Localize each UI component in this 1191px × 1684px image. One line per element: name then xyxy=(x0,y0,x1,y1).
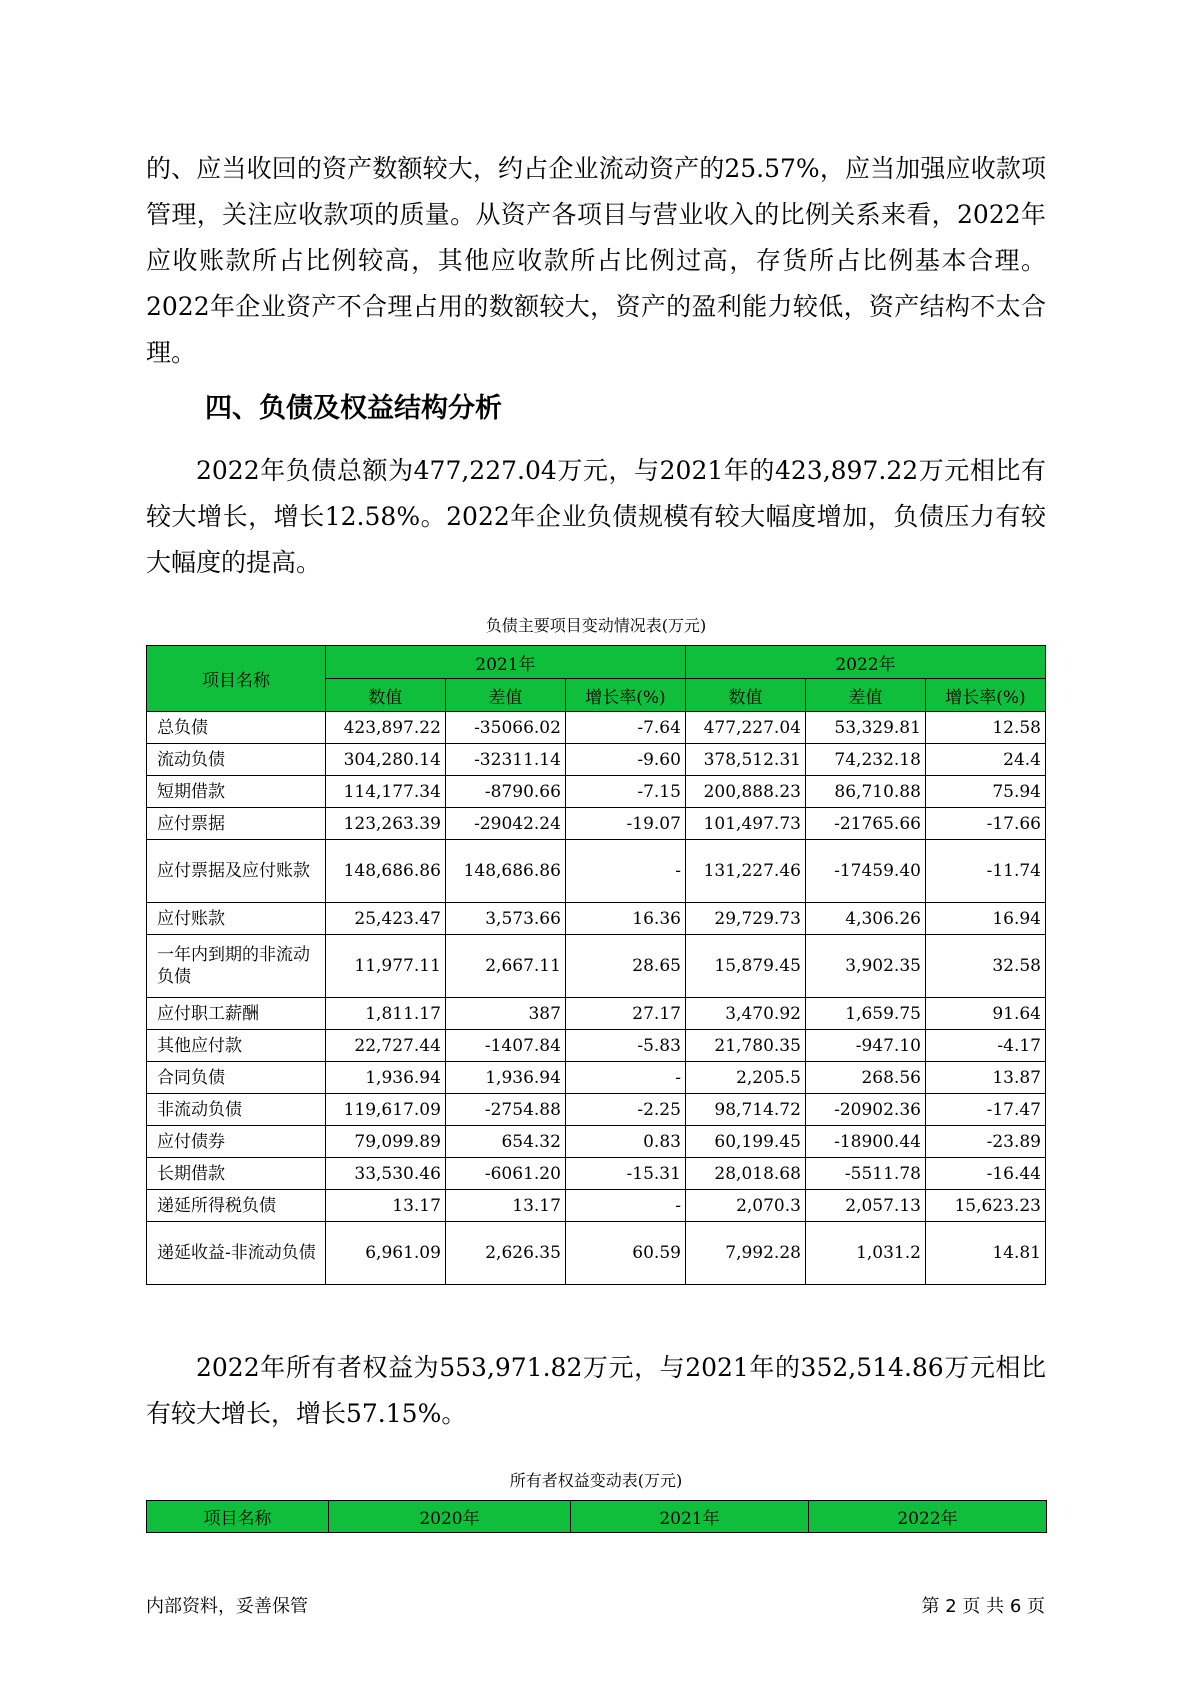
header-diff: 差值 xyxy=(805,679,925,712)
header-item-name: 项目名称 xyxy=(147,646,326,712)
cell: 477,227.04 xyxy=(685,712,805,744)
cell: - xyxy=(565,1190,685,1222)
cell: 98,714.72 xyxy=(685,1094,805,1126)
cell: 2,626.35 xyxy=(445,1222,565,1285)
table-row xyxy=(147,1126,1046,1158)
row-name: 应付账款 xyxy=(147,903,326,935)
cell: -20902.36 xyxy=(805,1094,925,1126)
header-growth: 增长率(%) xyxy=(925,679,1045,712)
cell: 22,727.44 xyxy=(325,1030,445,1062)
cell: -17459.40 xyxy=(805,840,925,903)
liabilities-table xyxy=(146,645,1046,1285)
cell: 3,573.66 xyxy=(445,903,565,935)
cell: 7,992.28 xyxy=(685,1222,805,1285)
table-row xyxy=(147,776,1046,808)
cell: 101,497.73 xyxy=(685,808,805,840)
cell: 114,177.34 xyxy=(325,776,445,808)
cell: -5.83 xyxy=(565,1030,685,1062)
row-name: 应付债券 xyxy=(147,1126,326,1158)
header-diff: 差值 xyxy=(445,679,565,712)
cell: -15.31 xyxy=(565,1158,685,1190)
table-row xyxy=(147,903,1046,935)
page-number: 第 2 页 共 6 页 xyxy=(921,1596,1045,1617)
cell: 16.94 xyxy=(925,903,1045,935)
cell: 2,667.11 xyxy=(445,935,565,998)
cell: 268.56 xyxy=(805,1062,925,1094)
section-heading: 四、负债及权益结构分析 xyxy=(205,393,502,424)
table-row xyxy=(147,1062,1046,1094)
cell: 53,329.81 xyxy=(805,712,925,744)
cell: -2.25 xyxy=(565,1094,685,1126)
cell: 6,961.09 xyxy=(325,1222,445,1285)
cell: 28,018.68 xyxy=(685,1158,805,1190)
cell: -29042.24 xyxy=(445,808,565,840)
cell: 387 xyxy=(445,998,565,1030)
row-name: 非流动负债 xyxy=(147,1094,326,1126)
cell: -16.44 xyxy=(925,1158,1045,1190)
cell: 14.81 xyxy=(925,1222,1045,1285)
cell: -19.07 xyxy=(565,808,685,840)
cell: -35066.02 xyxy=(445,712,565,744)
cell: -21765.66 xyxy=(805,808,925,840)
equity-table xyxy=(146,1500,1047,1533)
table-caption: 所有者权益变动表(万元) xyxy=(509,1471,683,1490)
cell: 1,936.94 xyxy=(325,1062,445,1094)
cell: -7.15 xyxy=(565,776,685,808)
cell: 119,617.09 xyxy=(325,1094,445,1126)
cell: 60.59 xyxy=(565,1222,685,1285)
row-name: 流动负债 xyxy=(147,744,326,776)
cell: - xyxy=(565,840,685,903)
cell: 86,710.88 xyxy=(805,776,925,808)
cell: -5511.78 xyxy=(805,1158,925,1190)
table-row xyxy=(147,935,1046,998)
header-year: 2020年 xyxy=(329,1501,571,1533)
table-row xyxy=(147,1094,1046,1126)
table-caption: 负债主要项目变动情况表(万元) xyxy=(485,616,707,635)
cell: 27.17 xyxy=(565,998,685,1030)
cell: 15,623.23 xyxy=(925,1190,1045,1222)
table-row xyxy=(147,1030,1046,1062)
cell: 25,423.47 xyxy=(325,903,445,935)
cell: 21,780.35 xyxy=(685,1030,805,1062)
cell: 1,936.94 xyxy=(445,1062,565,1094)
cell: -17.66 xyxy=(925,808,1045,840)
cell: 32.58 xyxy=(925,935,1045,998)
cell: 378,512.31 xyxy=(685,744,805,776)
table-row xyxy=(147,1158,1046,1190)
cell: -8790.66 xyxy=(445,776,565,808)
paragraph-equity: 2022年所有者权益为553,971.82万元，与2021年的352,514.86万元相比有较大增长，增长57.15%。 xyxy=(146,1353,1046,1428)
row-name: 短期借款 xyxy=(147,776,326,808)
cell: -947.10 xyxy=(805,1030,925,1062)
cell: 1,811.17 xyxy=(325,998,445,1030)
cell: 13.87 xyxy=(925,1062,1045,1094)
cell: 2,205.5 xyxy=(685,1062,805,1094)
cell: 75.94 xyxy=(925,776,1045,808)
paragraph-liabilities: 2022年负债总额为477,227.04万元，与2021年的423,897.22万元相比有较大增长，增长12.58%。2022年企业负债规模有较大幅度增加，负债压力有较大幅度的提高。 xyxy=(146,456,1046,577)
cell: 11,977.11 xyxy=(325,935,445,998)
cell: -7.64 xyxy=(565,712,685,744)
cell: -11.74 xyxy=(925,840,1045,903)
cell: 123,263.39 xyxy=(325,808,445,840)
footer-confidential: 内部资料，妥善保管 xyxy=(146,1596,308,1617)
cell: -9.60 xyxy=(565,744,685,776)
cell: 423,897.22 xyxy=(325,712,445,744)
row-name: 应付票据及应付账款 xyxy=(147,840,326,903)
table-row xyxy=(147,998,1046,1030)
cell: 13.17 xyxy=(445,1190,565,1222)
cell: 148,686.86 xyxy=(445,840,565,903)
row-name: 合同负债 xyxy=(147,1062,326,1094)
cell: 91.64 xyxy=(925,998,1045,1030)
header-year: 2022年 xyxy=(685,646,1045,679)
cell: 33,530.46 xyxy=(325,1158,445,1190)
cell: 28.65 xyxy=(565,935,685,998)
cell: 304,280.14 xyxy=(325,744,445,776)
table-row xyxy=(147,1222,1046,1285)
cell: -23.89 xyxy=(925,1126,1045,1158)
row-name: 长期借款 xyxy=(147,1158,326,1190)
cell: 0.83 xyxy=(565,1126,685,1158)
paragraph-asset-summary: 的、应当收回的资产数额较大，约占企业流动资产的25.57%，应当加强应收款项管理，关注应收款项的质量。从资产各项目与营业收入的比例关系来看，2022年应收账款所占比例较高，其他应收款所占比例过高，存货所占比例基本合理。2022年企业资产不合理占用的数额较大，资产的盈利能力较低，资产结构不太合理。 xyxy=(146,154,1046,367)
cell: 200,888.23 xyxy=(685,776,805,808)
cell: 654.32 xyxy=(445,1126,565,1158)
row-name: 其他应付款 xyxy=(147,1030,326,1062)
cell: -18900.44 xyxy=(805,1126,925,1158)
cell: 29,729.73 xyxy=(685,903,805,935)
cell: 1,031.2 xyxy=(805,1222,925,1285)
row-name: 应付职工薪酬 xyxy=(147,998,326,1030)
table-row xyxy=(147,1190,1046,1222)
cell: - xyxy=(565,1062,685,1094)
cell: 2,057.13 xyxy=(805,1190,925,1222)
row-name: 应付票据 xyxy=(147,808,326,840)
row-name: 递延收益-非流动负债 xyxy=(147,1222,326,1285)
header-year: 2021年 xyxy=(571,1501,809,1533)
cell: 13.17 xyxy=(325,1190,445,1222)
cell: 2,070.3 xyxy=(685,1190,805,1222)
cell: 131,227.46 xyxy=(685,840,805,903)
cell: 74,232.18 xyxy=(805,744,925,776)
cell: 148,686.86 xyxy=(325,840,445,903)
cell: 3,902.35 xyxy=(805,935,925,998)
cell: 15,879.45 xyxy=(685,935,805,998)
row-name: 总负债 xyxy=(147,712,326,744)
cell: 60,199.45 xyxy=(685,1126,805,1158)
header-item-name: 项目名称 xyxy=(147,1501,329,1533)
cell: 24.4 xyxy=(925,744,1045,776)
cell: -4.17 xyxy=(925,1030,1045,1062)
row-name: 递延所得税负债 xyxy=(147,1190,326,1222)
table-row xyxy=(147,808,1046,840)
table-row xyxy=(147,840,1046,903)
cell: 3,470.92 xyxy=(685,998,805,1030)
cell: -6061.20 xyxy=(445,1158,565,1190)
table-row xyxy=(147,744,1046,776)
cell: -2754.88 xyxy=(445,1094,565,1126)
cell: -17.47 xyxy=(925,1094,1045,1126)
header-value: 数值 xyxy=(325,679,445,712)
cell: 16.36 xyxy=(565,903,685,935)
header-value: 数值 xyxy=(685,679,805,712)
cell: 79,099.89 xyxy=(325,1126,445,1158)
row-name: 一年内到期的非流动负债 xyxy=(147,935,326,998)
table-row xyxy=(147,712,1046,744)
cell: 4,306.26 xyxy=(805,903,925,935)
header-year: 2022年 xyxy=(809,1501,1047,1533)
cell: 1,659.75 xyxy=(805,998,925,1030)
cell: 12.58 xyxy=(925,712,1045,744)
header-year: 2021年 xyxy=(325,646,685,679)
cell: -1407.84 xyxy=(445,1030,565,1062)
cell: -32311.14 xyxy=(445,744,565,776)
header-growth: 增长率(%) xyxy=(565,679,685,712)
